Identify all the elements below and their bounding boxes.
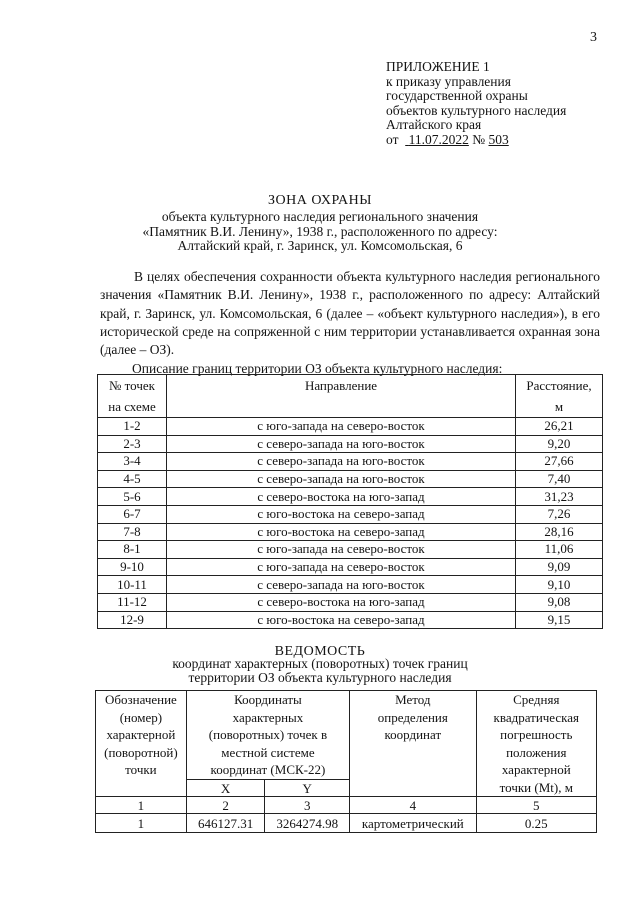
header-y: Y bbox=[265, 780, 350, 797]
table-row bbox=[98, 611, 603, 629]
column-number: 4 bbox=[350, 797, 477, 814]
page-number: 3 bbox=[590, 30, 597, 45]
cell-direction: с северо-востока на юго-запад bbox=[167, 488, 516, 506]
cell-distance: 31,23 bbox=[516, 488, 603, 506]
zone-subtitle-line: объекта культурного наследия регионального значения bbox=[161, 209, 479, 224]
header-error: Средняя квадратическая погрешность положения характерной точки (Mt), м bbox=[476, 691, 596, 797]
cell-distance: 9,10 bbox=[516, 576, 603, 594]
boundary-table-body bbox=[98, 418, 603, 629]
boundary-table bbox=[97, 374, 603, 629]
cell-direction: с юго-запада на северо-восток bbox=[167, 418, 516, 436]
header-coordinates: Координаты характерных (поворотных) точек в местной системе координат (МСК-22) bbox=[186, 691, 349, 780]
cell-distance: 7,40 bbox=[516, 470, 603, 488]
cell-direction: с северо-востока на юго-запад bbox=[167, 593, 516, 611]
cell-distance: 9,15 bbox=[516, 611, 603, 629]
cell-distance: 9,08 bbox=[516, 593, 603, 611]
cell-direction: с северо-запада на юго-восток bbox=[167, 576, 516, 594]
appendix-line: объектов культурного наследия bbox=[386, 102, 567, 118]
order-date: 11.07.2022 bbox=[408, 131, 469, 147]
cell-direction: с юго-востока на северо-запад bbox=[167, 505, 516, 523]
cell-direction: с юго-запада на северо-восток bbox=[167, 558, 516, 576]
zone-subtitle-line: «Памятник В.И. Ленину», 1938 г., расположенного по адресу: bbox=[142, 223, 498, 239]
cell-direction: с северо-запада на юго-восток bbox=[167, 470, 516, 488]
column-number: 1 bbox=[96, 797, 187, 814]
column-number: 3 bbox=[265, 797, 350, 814]
date-prefix: от bbox=[386, 131, 399, 147]
column-numbers-row bbox=[96, 797, 597, 814]
cell-direction: с северо-запада на юго-восток bbox=[167, 453, 516, 471]
cell-distance: 28,16 bbox=[516, 523, 603, 541]
cell-direction: с юго-запада на северо-восток bbox=[167, 541, 516, 559]
appendix-line: государственной охраны bbox=[386, 88, 528, 103]
order-number: 503 bbox=[488, 131, 509, 147]
column-number: 5 bbox=[476, 797, 596, 814]
header-method: Метод определения координат bbox=[350, 691, 477, 797]
table-row bbox=[98, 453, 603, 471]
cell-points: 5-6 bbox=[98, 488, 167, 506]
table-row bbox=[98, 593, 603, 611]
cell-direction: с северо-запада на юго-восток bbox=[167, 435, 516, 453]
table-row bbox=[98, 523, 603, 541]
intro-paragraph bbox=[100, 268, 600, 359]
cell-distance: 26,21 bbox=[516, 418, 603, 436]
cell-points: 7-8 bbox=[98, 523, 167, 541]
table-row bbox=[98, 435, 603, 453]
table-row bbox=[98, 488, 603, 506]
coordinates-header-row bbox=[96, 691, 597, 780]
cell-method: картометрический bbox=[350, 814, 477, 833]
header-designation: Обозначение (номер) характерной (поворотной) точки bbox=[96, 691, 187, 797]
cell-x: 646127.31 bbox=[186, 814, 265, 833]
coordinates-table bbox=[95, 690, 597, 833]
vedomost-title: ВЕДОМОСТЬ bbox=[274, 644, 366, 659]
table-row bbox=[98, 470, 603, 488]
cell-points: 2-3 bbox=[98, 435, 167, 453]
appendix-line: Алтайского края bbox=[386, 117, 482, 132]
header-direction: Направление bbox=[167, 375, 516, 418]
zone-subtitle-line: Алтайский край, г. Заринск, ул. Комсомольская, 6 bbox=[177, 238, 463, 253]
cell-distance: 27,66 bbox=[516, 453, 603, 471]
header-points: № точек на схеме bbox=[98, 375, 167, 418]
cell-direction: с юго-востока на северо-запад bbox=[167, 611, 516, 629]
cell-distance: 9,09 bbox=[516, 558, 603, 576]
appendix-block bbox=[386, 60, 566, 147]
cell-points: 1-2 bbox=[98, 418, 167, 436]
table-row bbox=[98, 558, 603, 576]
appendix-date-line bbox=[386, 133, 566, 148]
cell-points: 3-4 bbox=[98, 453, 167, 471]
column-number: 2 bbox=[186, 797, 265, 814]
cell-points: 4-5 bbox=[98, 470, 167, 488]
zone-title: ЗОНА ОХРАНЫ bbox=[268, 193, 372, 208]
cell-points: 11-12 bbox=[98, 593, 167, 611]
cell-error: 0.25 bbox=[476, 814, 596, 833]
cell-distance: 7,26 bbox=[516, 505, 603, 523]
table-row bbox=[98, 418, 603, 436]
header-distance: Расстояние, м bbox=[516, 375, 603, 418]
appendix-title: ПРИЛОЖЕНИЕ 1 bbox=[386, 59, 490, 74]
cell-points: 10-11 bbox=[98, 576, 167, 594]
boundary-table-header bbox=[98, 375, 603, 418]
vedomost-subtitle-line: координат характерных (поворотных) точек границ bbox=[172, 656, 468, 671]
table-row bbox=[98, 541, 603, 559]
cell-points: 9-10 bbox=[98, 558, 167, 576]
table-row bbox=[98, 505, 603, 523]
vedomost-subtitle-line: территории ОЗ объекта культурного наследия bbox=[188, 669, 452, 685]
cell-distance: 11,06 bbox=[516, 541, 603, 559]
cell-distance: 9,20 bbox=[516, 435, 603, 453]
cell-points: 8-1 bbox=[98, 541, 167, 559]
table-row bbox=[98, 576, 603, 594]
number-prefix: № bbox=[472, 131, 486, 147]
vedomost-subtitle bbox=[0, 657, 640, 684]
cell-direction: с юго-востока на северо-запад bbox=[167, 523, 516, 541]
cell-points: 12-9 bbox=[98, 611, 167, 629]
intro-text: В целях обеспечения сохранности объекта культурного наследия регионального значения «Памятник В.И. Ленину», 1938 г., расположенного по адресу: Алтайский край, г. Заринск, ул. Комсомольская, 6 (далее – «объект культурного наследия»), в его исторической среде на сопряженной с ним территории устанавливается охранная зона (далее – ОЗ). bbox=[100, 269, 600, 358]
cell-y: 3264274.98 bbox=[265, 814, 350, 833]
header-x: X bbox=[186, 780, 265, 797]
zone-subtitle bbox=[0, 210, 640, 254]
cell-points: 6-7 bbox=[98, 505, 167, 523]
table-row bbox=[96, 814, 597, 833]
cell-designation: 1 bbox=[96, 814, 187, 833]
table1-caption: Описание границ территории ОЗ объекта культурного наследия: bbox=[132, 361, 503, 376]
appendix-line: к приказу управления bbox=[386, 73, 511, 89]
